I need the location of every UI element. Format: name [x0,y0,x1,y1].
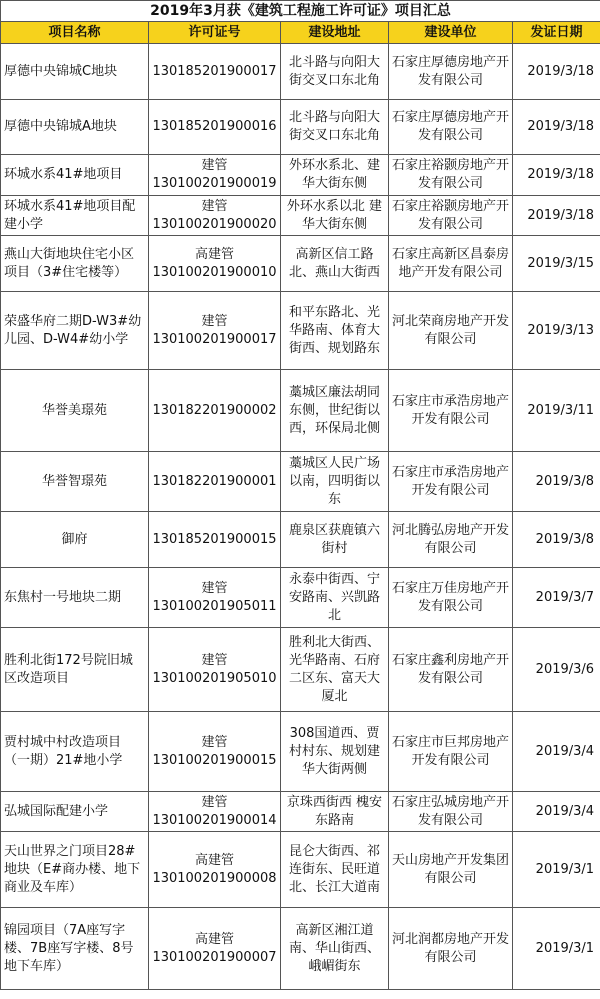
cell-project-name: 贾村城中村改造项目（一期）21#地小学 [1,712,149,792]
cell-project-name: 弘城国际配建小学 [1,792,149,832]
cell-builder: 河北荣商房地产开发有限公司 [389,292,513,370]
cell-project-name: 胜利北街172号院旧城区改造项目 [1,628,149,712]
header-permit-number: 许可证号 [149,22,281,44]
cell-builder: 石家庄万佳房地产开发有限公司 [389,568,513,628]
table-row [1,568,600,628]
cell-address: 308国道西、贾村村东、规划建华大街两侧 [281,712,389,792]
cell-permit-number: 高建管 130100201900010 [149,236,281,292]
table-row [1,236,600,292]
cell-permit-number: 130185201900017 [149,44,281,100]
cell-project-name: 环城水系41#地项目 [1,155,149,196]
cell-issue-date: 2019/3/6 [513,628,600,712]
cell-issue-date: 2019/3/8 [513,452,600,512]
cell-builder: 天山房地产开发集团有限公司 [389,832,513,908]
cell-permit-number: 建管 130100201900017 [149,292,281,370]
cell-permit-number: 建管 130100201900020 [149,196,281,236]
cell-issue-date: 2019/3/13 [513,292,600,370]
cell-builder: 河北润都房地产开发有限公司 [389,908,513,990]
cell-builder: 石家庄鑫利房地产开发有限公司 [389,628,513,712]
cell-permit-number: 建管 130100201905010 [149,628,281,712]
table-row [1,100,600,155]
cell-permit-number: 130185201900016 [149,100,281,155]
header-project-name: 项目名称 [1,22,149,44]
cell-permit-number: 建管 130100201900019 [149,155,281,196]
cell-builder: 石家庄裕颢房地产开发有限公司 [389,155,513,196]
cell-project-name: 东焦村一号地块二期 [1,568,149,628]
cell-builder: 河北腾弘房地产开发有限公司 [389,512,513,568]
cell-address: 藁城区廉法胡同东侧，世纪街以西，环保局北侧 [281,370,389,452]
cell-project-name: 荣盛华府二期D-W3#幼儿园、D-W4#幼小学 [1,292,149,370]
table-row [1,628,600,712]
header-address: 建设地址 [281,22,389,44]
table-row [1,832,600,908]
cell-project-name: 厚德中央锦城C地块 [1,44,149,100]
cell-permit-number: 建管 130100201905011 [149,568,281,628]
cell-builder: 石家庄高新区昌泰房地产开发有限公司 [389,236,513,292]
cell-issue-date: 2019/3/18 [513,44,600,100]
table-row [1,44,600,100]
cell-builder: 石家庄市巨邦房地产开发有限公司 [389,712,513,792]
cell-builder: 石家庄弘城房地产开发有限公司 [389,792,513,832]
table-row [1,792,600,832]
cell-permit-number: 高建管 130100201900008 [149,832,281,908]
cell-builder: 石家庄裕颢房地产开发有限公司 [389,196,513,236]
cell-issue-date: 2019/3/15 [513,236,600,292]
cell-issue-date: 2019/3/18 [513,155,600,196]
cell-address: 胜利北大街西、光华路南、石府二区东、富天大厦北 [281,628,389,712]
table-row [1,512,600,568]
title-row [1,1,600,22]
cell-project-name: 环城水系41#地项目配建小学 [1,196,149,236]
cell-permit-number: 建管 130100201900015 [149,712,281,792]
cell-project-name: 华誉智璟苑 [1,452,149,512]
cell-issue-date: 2019/3/1 [513,832,600,908]
cell-address: 高新区湘江道南、华山街西、峨嵋街东 [281,908,389,990]
cell-address: 永泰中街西、宁安路南、兴凯路北 [281,568,389,628]
cell-address: 高新区信工路北、燕山大街西 [281,236,389,292]
cell-issue-date: 2019/3/4 [513,712,600,792]
table-row [1,155,600,196]
cell-builder: 石家庄市承浩房地产开发有限公司 [389,370,513,452]
cell-issue-date: 2019/3/1 [513,908,600,990]
cell-builder: 石家庄厚德房地产开发有限公司 [389,44,513,100]
cell-project-name: 锦园项目（7A座写字楼、7B座写字楼、8号地下车库） [1,908,149,990]
cell-builder: 石家庄厚德房地产开发有限公司 [389,100,513,155]
table-row [1,452,600,512]
cell-address: 昆仑大街西、祁连街东、民旺道北、长江大道南 [281,832,389,908]
table-row [1,908,600,990]
cell-project-name: 天山世界之门项目28#地块（E#商办楼、地下商业及车库） [1,832,149,908]
cell-address: 鹿泉区获鹿镇六街村 [281,512,389,568]
cell-address: 北斗路与向阳大街交叉口东北角 [281,100,389,155]
cell-project-name: 华誉美璟苑 [1,370,149,452]
cell-issue-date: 2019/3/8 [513,512,600,568]
cell-address: 外环水系以北 建华大街东侧 [281,196,389,236]
cell-project-name: 燕山大街地块住宅小区项目（3#住宅楼等） [1,236,149,292]
header-builder: 建设单位 [389,22,513,44]
cell-address: 和平东路北、光华路南、体育大街西、规划路东 [281,292,389,370]
cell-issue-date: 2019/3/7 [513,568,600,628]
cell-project-name: 厚德中央锦城A地块 [1,100,149,155]
cell-builder: 石家庄市承浩房地产开发有限公司 [389,452,513,512]
cell-address: 外环水系北、建华大街东侧 [281,155,389,196]
cell-address: 北斗路与向阳大街交叉口东北角 [281,44,389,100]
table-row [1,292,600,370]
cell-permit-number: 130185201900015 [149,512,281,568]
cell-project-name: 御府 [1,512,149,568]
cell-issue-date: 2019/3/18 [513,100,600,155]
cell-issue-date: 2019/3/11 [513,370,600,452]
cell-issue-date: 2019/3/18 [513,196,600,236]
table-row [1,370,600,452]
cell-address: 京珠西街西 槐安东路南 [281,792,389,832]
cell-issue-date: 2019/3/4 [513,792,600,832]
cell-permit-number: 高建管 130100201900007 [149,908,281,990]
cell-permit-number: 130182201900002 [149,370,281,452]
table-row [1,712,600,792]
header-issue-date: 发证日期 [513,22,600,44]
table-row [1,196,600,236]
table-title: 2019年3月获《建筑工程施工许可证》项目汇总 [1,1,600,22]
header-row [1,22,600,44]
cell-permit-number: 建管 130100201900014 [149,792,281,832]
cell-permit-number: 130182201900001 [149,452,281,512]
cell-address: 藁城区人民广场以南，四明街以东 [281,452,389,512]
